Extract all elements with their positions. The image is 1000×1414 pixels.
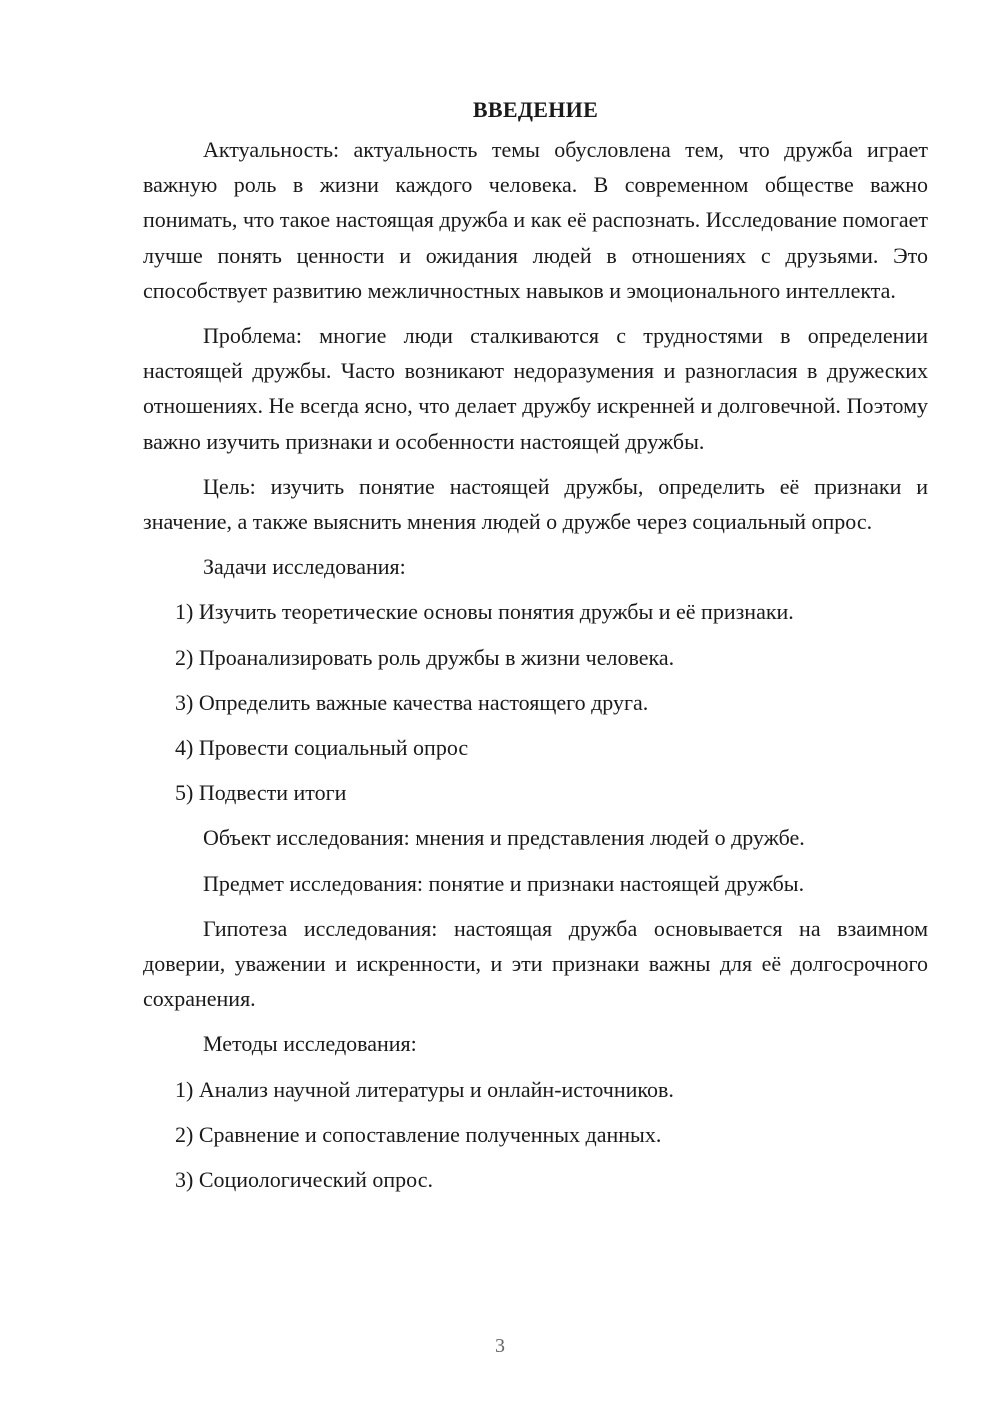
problem-paragraph: Проблема: многие люди сталкиваются с трудностями в определении настоящей дружбы. Часто возникают недоразумения и разногласия в дружеских отношениях. Не всегда ясно, что делает дружбу искренней и долговечной. Поэтому важно изучить признаки и особенности настоящей дружбы. <box>143 323 928 454</box>
goal-paragraph: Цель: изучить понятие настоящей дружбы, определить её признаки и значение, а также выяснить мнения людей о дружбе через социальный опрос. <box>143 473 928 535</box>
relevance-paragraph: Актуальность: актуальность темы обусловлена тем, что дружба играет важную роль в жизни каждого человека. В современном обществе важно понимать, что такое настоящая дружба и как её распознать. Исследование помогает лучше понять ценности и ожидания людей в отношениях с друзьями. Это способствует развитию межличностных навыков и эмоционального интеллекта. <box>143 137 928 303</box>
list-item: 3) Определить важные качества настоящего друга. <box>175 689 649 715</box>
tasks-heading: Задачи исследования: <box>203 554 406 580</box>
methods-list <box>143 1072 928 1198</box>
tasks-list <box>143 594 928 810</box>
methods-heading: Методы исследования: <box>203 1031 417 1057</box>
list-item: 2) Сравнение и сопоставление полученных данных. <box>175 1121 662 1147</box>
list-item: 1) Анализ научной литературы и онлайн-источников. <box>175 1076 674 1102</box>
section-title: ВВЕДЕНИЕ <box>472 97 599 122</box>
list-item: 2) Проанализировать роль дружбы в жизни человека. <box>175 644 675 670</box>
object-line: Объект исследования: мнения и представления людей о дружбе. <box>203 825 805 851</box>
list-item: 1) Изучить теоретические основы понятия дружбы и её признаки. <box>175 599 794 625</box>
list-item: 4) Провести социальный опрос <box>175 735 469 761</box>
subject-line: Предмет исследования: понятие и признаки настоящей дружбы. <box>203 870 805 896</box>
list-item: 3) Социологический опрос. <box>175 1167 433 1193</box>
hypothesis-paragraph: Гипотеза исследования: настоящая дружба основывается на взаимном доверии, уважении и искренности, и эти признаки важны для её долгосрочного сохранения. <box>143 915 928 1012</box>
list-item: 5) Подвести итоги <box>175 780 347 806</box>
document-page <box>143 88 928 1207</box>
page-number: 3 <box>495 1335 505 1357</box>
